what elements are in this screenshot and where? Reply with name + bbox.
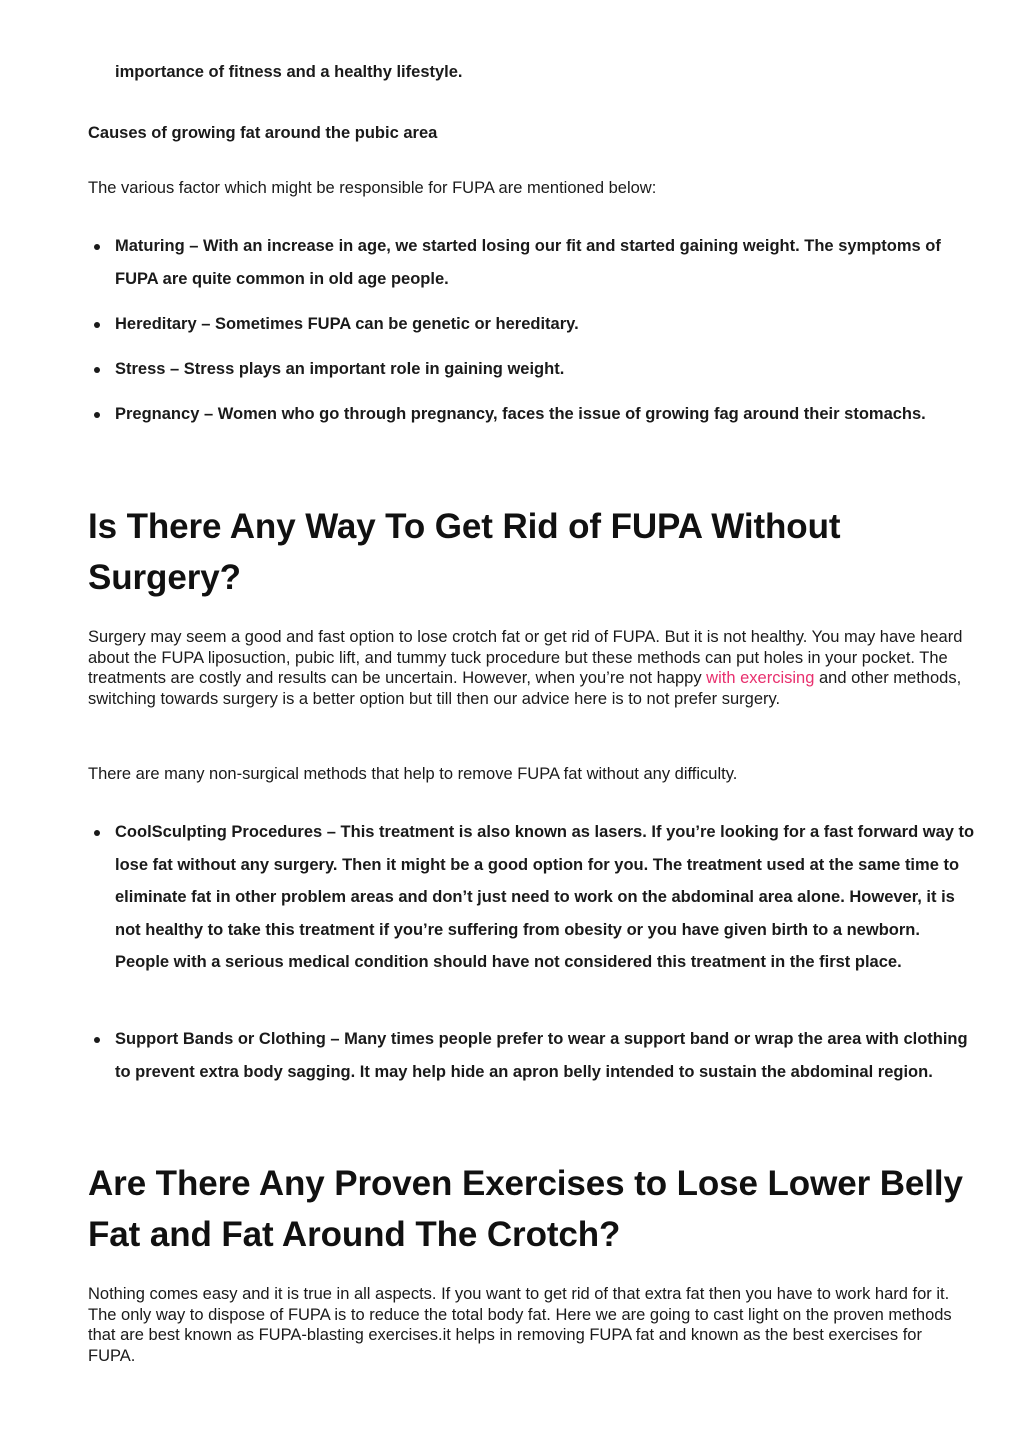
list-item: [115, 816, 975, 979]
list-item: [115, 308, 975, 341]
intro-line: importance of fitness and a healthy lifestyle.: [115, 63, 463, 81]
list-item-text: CoolSculpting Procedures – This treatment is also known as lasers. If you’re looking for a fast forward way to lose fat without any surgery. Then it might be a good option for you. The treatment used at the same time to eliminate fat in other problem areas and don’t just need to work on the abdominal area alone. However, it is not healthy to take this treatment if you’re suffering from obesity or you have given birth to a newborn. People with a serious medical condition should have not considered this treatment in the first place.: [115, 823, 975, 971]
list-item: [115, 1023, 975, 1088]
list-item-text: Hereditary – Sometimes FUPA can be genetic or hereditary.: [115, 315, 579, 333]
non-surgical-lead: There are many non-surgical methods that help to remove FUPA fat without any difficulty.: [88, 765, 738, 783]
with-exercising-link[interactable]: with exercising: [706, 669, 815, 687]
bullet-icon: [94, 322, 100, 328]
bullet-icon: [94, 1037, 100, 1043]
paragraph-text: Surgery may seem a good and fast option to lose crotch fat or get rid of FUPA. But it is not healthy. You may have heard about the FUPA liposuction, pubic lift, and tummy tuck procedure but these methods can put holes in your pocket. The treatments are costly and results can be uncertain. However, when you’re not happy: [88, 628, 963, 687]
surgery-heading: Is There Any Way To Get Rid of FUPA Without Surgery?: [88, 507, 841, 597]
list-item-text: Maturing – With an increase in age, we started losing our fit and started gaining weight. The symptoms of FUPA are quite common in old age people.: [115, 237, 941, 288]
list-item: [115, 353, 975, 386]
paragraph-text: and other methods, switching towards surgery is a better option but till then our advice here is to not prefer surgery.: [88, 669, 962, 708]
list-item: [115, 230, 975, 295]
bullet-icon: [94, 367, 100, 373]
bullet-icon: [94, 244, 100, 250]
list-item-text: Support Bands or Clothing – Many times people prefer to wear a support band or wrap the area with clothing to prevent extra body sagging. It may help hide an apron belly intended to sustain the abdominal region.: [115, 1030, 968, 1081]
list-item-text: Stress – Stress plays an important role in gaining weight.: [115, 360, 565, 378]
causes-lead: The various factor which might be responsible for FUPA are mentioned below:: [88, 179, 657, 197]
bullet-icon: [94, 412, 100, 418]
bullet-icon: [94, 830, 100, 836]
list-item: [115, 398, 975, 431]
exercises-paragraph: Nothing comes easy and it is true in all aspects. If you want to get rid of that extra fat then you have to work hard for it. The only way to dispose of FUPA is to reduce the total body fat. Here we are going to cast light on the proven methods that are best known as FUPA-blasting exercises.it helps in removing FUPA fat and known as the best exercises for FUPA.: [88, 1285, 952, 1365]
list-item-text: Pregnancy – Women who go through pregnancy, faces the issue of growing fag around their stomachs.: [115, 405, 926, 423]
exercises-heading: Are There Any Proven Exercises to Lose Lower Belly Fat and Fat Around The Crotch?: [88, 1164, 963, 1254]
surgery-paragraph: [88, 627, 968, 709]
causes-heading: Causes of growing fat around the pubic area: [88, 124, 438, 142]
